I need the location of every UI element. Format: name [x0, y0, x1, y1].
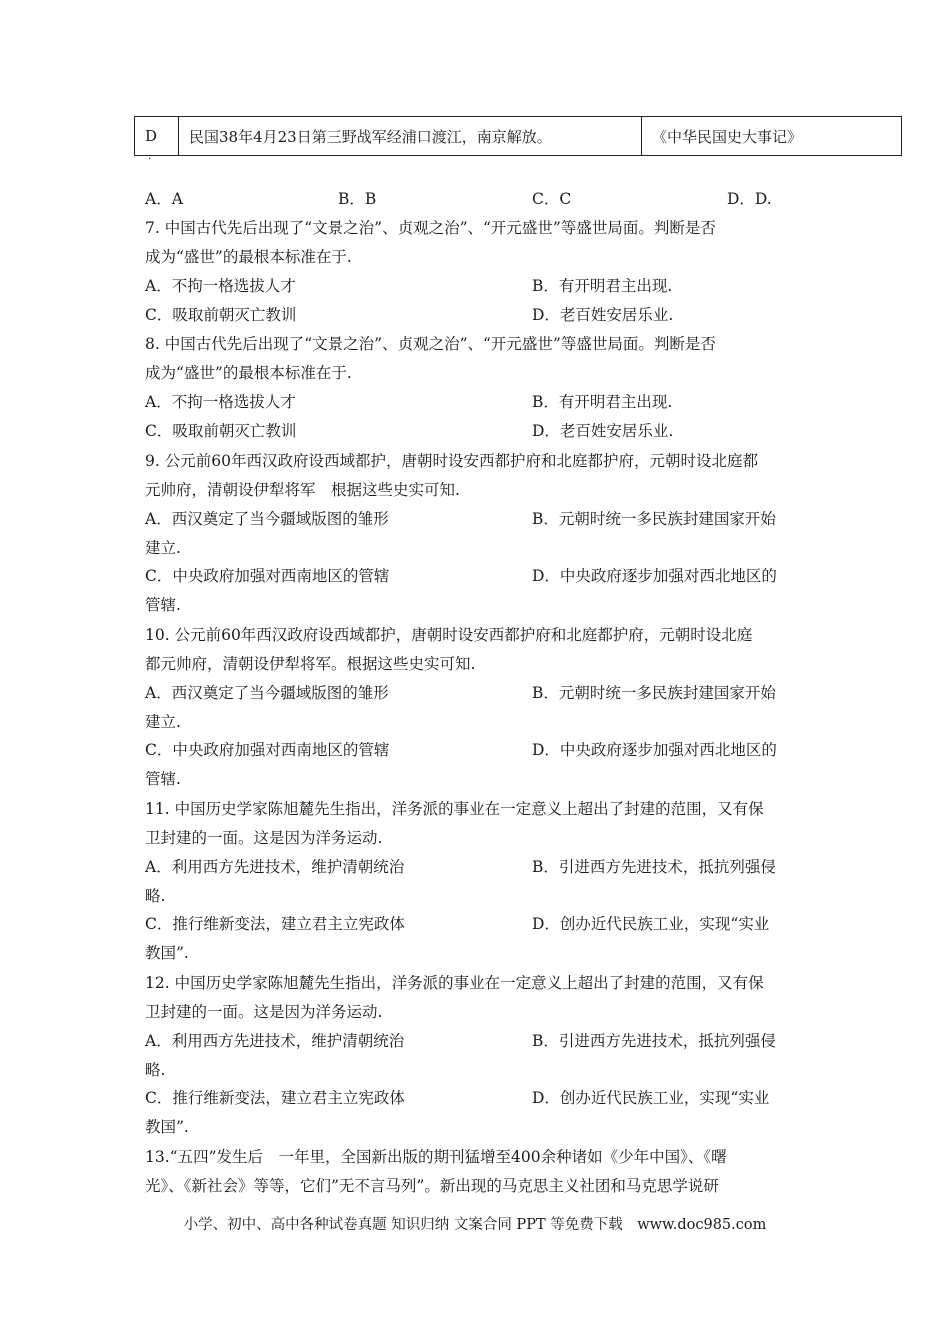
page-footer: 小学、初中、高中各种试卷真题 知识归纳 文案合同 PPT 等免费下载 www.doc985.com [183, 1217, 767, 1233]
q7-option-d: D．老百姓安居乐业. [532, 306, 674, 324]
q10-option-b: B．元朝时统一多民族封建国家开始 [532, 684, 776, 702]
q8-option-c: C．吸取前朝灭亡教训 [145, 422, 297, 440]
q7-option-a: A．不拘一格选拔人才 [145, 277, 296, 295]
q10-option-b-cont: 建立. [145, 713, 181, 731]
q11-option-d: D．创办近代民族工业，实现“实业 [532, 915, 770, 933]
q6-option-b: B．B [338, 190, 377, 208]
q11-option-a: A．利用西方先进技术，维护清朝统治 [145, 858, 405, 876]
q12-option-c: C．推行维新变法，建立君主立宪政体 [145, 1089, 405, 1107]
q7-option-b: B．有开明君主出现. [532, 277, 673, 295]
event-cell: 民国38年4月23日第三野战军经浦口渡江，南京解放。 [179, 117, 642, 156]
q12-option-b-cont: 略. [145, 1061, 166, 1079]
q9-stem: 9. 公元前60年西汉政府设西域都护，唐朝时设安西都护府和北庭都护府，元朝时设北庭都 [145, 452, 758, 470]
source-cell: 《中华民国史大事记》 [642, 117, 902, 156]
q8-option-b: B．有开明君主出现. [532, 393, 673, 411]
q12-stem: 12. 中国历史学家陈旭麓先生指出，洋务派的事业在一定意义上超出了封建的范围，又有保 [145, 974, 764, 992]
q10-option-c: C．中央政府加强对西南地区的管辖 [145, 741, 390, 759]
q8-stem: 8. 中国古代先后出现了“文景之治”、贞观之治”、“开元盛世”等盛世局面。判断是否 [145, 335, 716, 353]
q9-option-d: D．中央政府逐步加强对西北地区的 [532, 567, 777, 585]
q11-stem-cont: 卫封建的一面。这是因为洋务运动. [145, 829, 383, 847]
q9-option-b-cont: 建立. [145, 539, 181, 557]
q12-option-b: B．引进西方先进技术，抵抗列强侵 [532, 1032, 776, 1050]
q10-option-d: D．中央政府逐步加强对西北地区的 [532, 741, 777, 759]
q12-option-d-cont: 教国”. [145, 1118, 189, 1136]
q10-option-d-cont: 管辖. [145, 770, 181, 788]
q13-stem: 13.“五四”发生后 一年里，全国新出版的期刊猛增至400余种诸如《少年中国》、《曙 [145, 1148, 727, 1166]
q11-option-b-cont: 略. [145, 887, 166, 905]
q9-option-b: B．元朝时统一多民族封建国家开始 [532, 510, 776, 528]
q8-stem-cont: 成为“盛世”的最根本标准在于. [145, 364, 352, 382]
q7-stem: 7. 中国古代先后出现了“文景之治”、贞观之治”、“开元盛世”等盛世局面。判断是否 [145, 219, 716, 237]
stray-dot: · [148, 154, 152, 165]
q6-option-d: D．D. [727, 190, 772, 208]
q12-option-d: D．创办近代民族工业，实现“实业 [532, 1089, 770, 1107]
q11-option-c: C．推行维新变法，建立君主立宪政体 [145, 915, 405, 933]
q9-option-a: A．西汉奠定了当今疆域版图的雏形 [145, 510, 389, 528]
q12-option-a: A．利用西方先进技术，维护清朝统治 [145, 1032, 405, 1050]
event-table [134, 116, 902, 156]
q11-option-d-cont: 教国”. [145, 944, 189, 962]
q12-stem-cont: 卫封建的一面。这是因为洋务运动. [145, 1003, 383, 1021]
q7-option-c: C．吸取前朝灭亡教训 [145, 306, 297, 324]
table-row [135, 117, 902, 156]
q11-stem: 11. 中国历史学家陈旭麓先生指出，洋务派的事业在一定意义上超出了封建的范围，又有保 [145, 800, 764, 818]
q9-option-c: C．中央政府加强对西南地区的管辖 [145, 567, 390, 585]
q9-option-d-cont: 管辖. [145, 596, 181, 614]
q8-option-d: D．老百姓安居乐业. [532, 422, 674, 440]
q9-stem-cont: 元帅府，清朝设伊犁将军 根据这些史实可知. [145, 481, 460, 499]
q7-stem-cont: 成为“盛世”的最根本标准在于. [145, 248, 352, 266]
q6-option-a: A．A [145, 190, 183, 208]
q10-stem-cont: 都元帅府，清朝设伊犁将军。根据这些史实可知. [145, 655, 476, 673]
q10-stem: 10. 公元前60年西汉政府设西域都护，唐朝时设安西都护府和北庭都护府，元朝时设北庭 [145, 626, 753, 644]
q6-option-c: C．C [532, 190, 572, 208]
q11-option-b: B．引进西方先进技术，抵抗列强侵 [532, 858, 776, 876]
q8-option-a: A．不拘一格选拔人才 [145, 393, 296, 411]
q10-option-a: A．西汉奠定了当今疆域版图的雏形 [145, 684, 389, 702]
option-letter-cell: D [135, 117, 179, 156]
q13-stem-cont: 光》、《新社会》等等，它们”无不言马列”。新出现的马克思主义社团和马克思学说研 [145, 1177, 719, 1195]
